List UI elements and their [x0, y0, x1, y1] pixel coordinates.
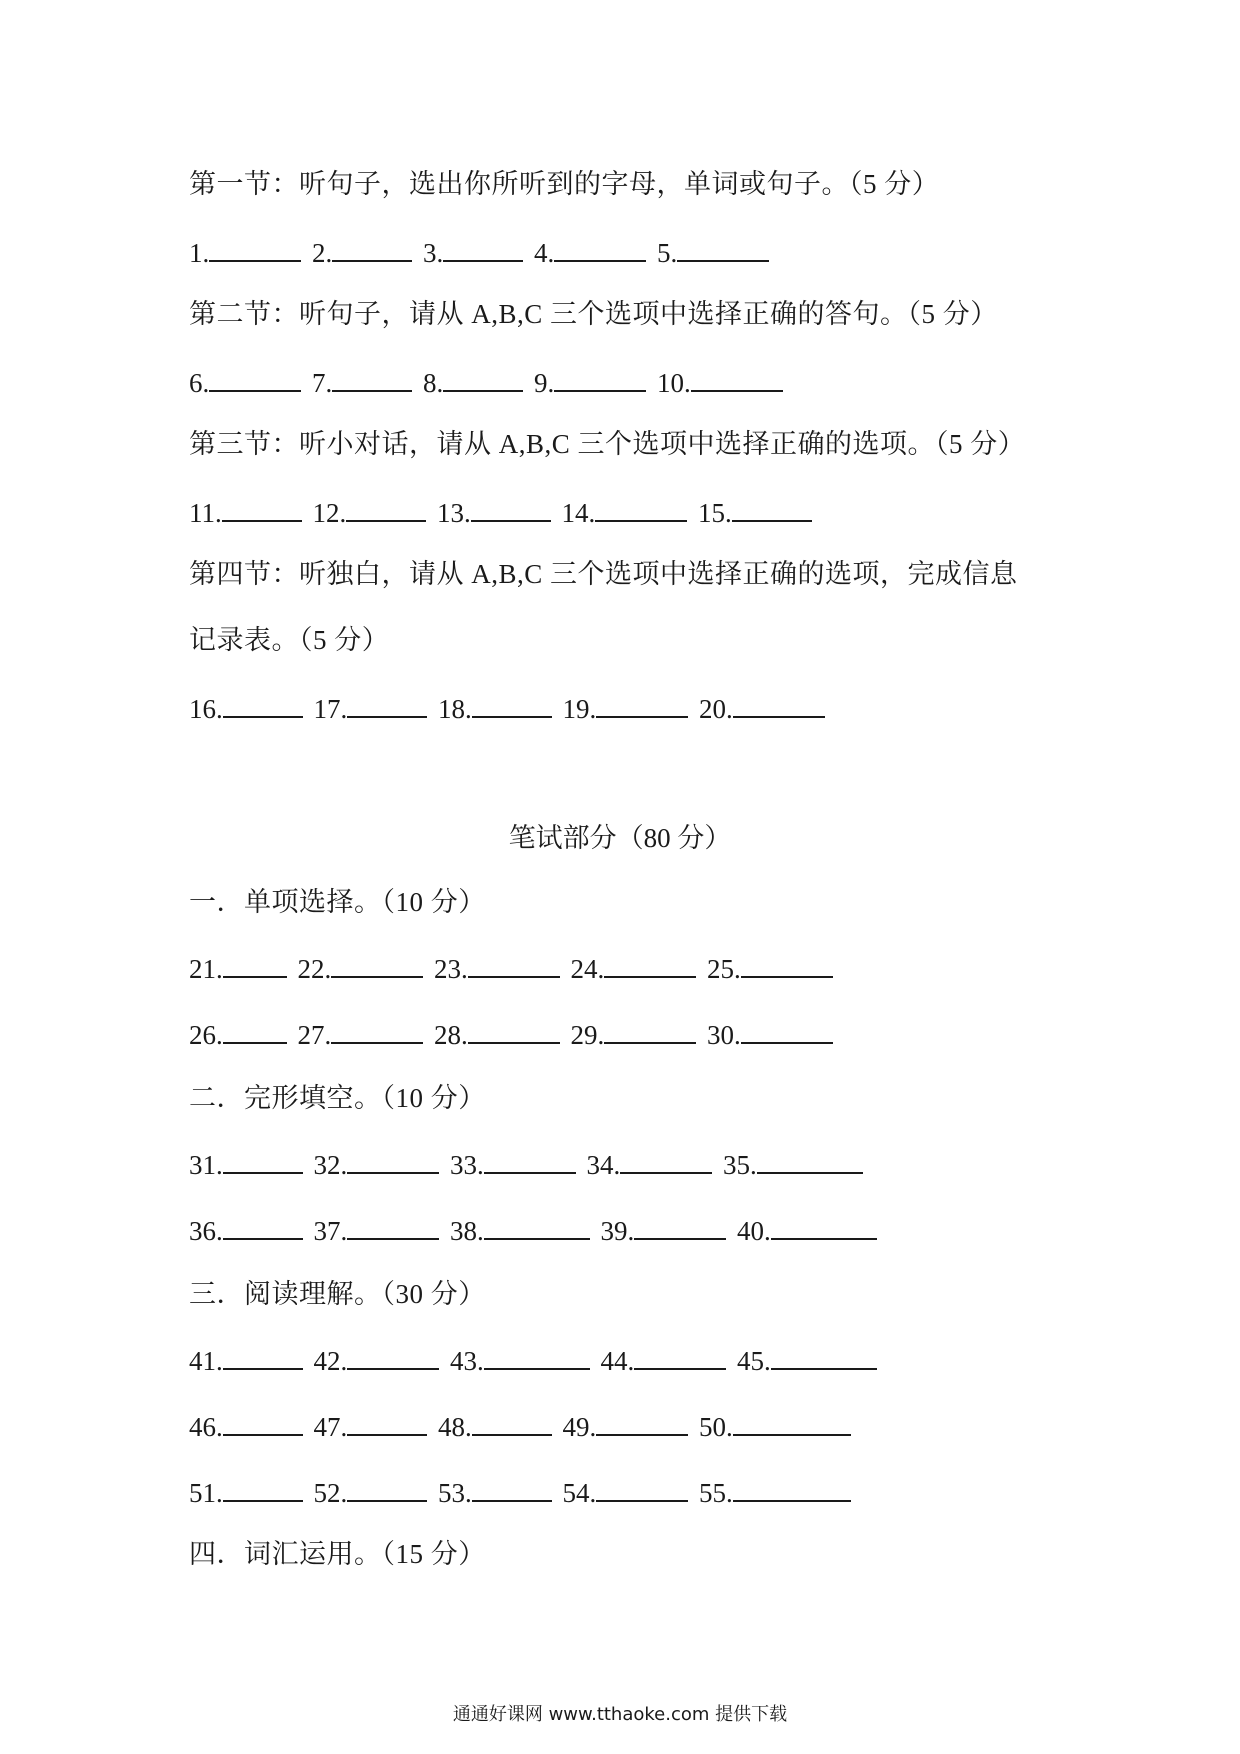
q25-blank[interactable]	[741, 952, 833, 978]
q36-label: 36.	[189, 1216, 223, 1246]
q13-label: 13.	[437, 498, 471, 528]
part2-heading: 二．完形填空。（10 分）	[189, 1083, 486, 1113]
q18-blank[interactable]	[472, 692, 552, 718]
q22-blank[interactable]	[331, 952, 423, 978]
q50-label: 50.	[699, 1412, 733, 1442]
q20-blank[interactable]	[733, 692, 825, 718]
q41-blank[interactable]	[223, 1344, 303, 1370]
q23-blank[interactable]	[468, 952, 560, 978]
q47-blank[interactable]	[347, 1410, 427, 1436]
q31-blank[interactable]	[223, 1148, 303, 1174]
q27-blank[interactable]	[331, 1018, 423, 1044]
q51-blank[interactable]	[223, 1476, 303, 1502]
q21-label: 21.	[189, 954, 223, 984]
q40-blank[interactable]	[771, 1214, 877, 1240]
part3-heading: 三．阅读理解。（30 分）	[189, 1279, 486, 1309]
q45-blank[interactable]	[771, 1344, 877, 1370]
q35-blank[interactable]	[757, 1148, 863, 1174]
q3-blank[interactable]	[443, 236, 523, 262]
written-section-title: 笔试部分（80 分）	[508, 823, 732, 853]
q26-blank[interactable]	[223, 1018, 287, 1044]
q20-label: 20.	[699, 694, 733, 724]
q19-blank[interactable]	[596, 692, 688, 718]
q46-label: 46.	[189, 1412, 223, 1442]
q47-label: 47.	[313, 1412, 348, 1442]
q43-blank[interactable]	[484, 1344, 590, 1370]
q15-label: 15.	[698, 498, 732, 528]
q16-label: 16.	[189, 694, 223, 724]
section3-heading: 第三节：听小对话，请从 A,B,C 三个选项中选择正确的选项。（5 分）	[189, 429, 1026, 459]
q16-blank[interactable]	[223, 692, 303, 718]
q42-label: 42.	[313, 1346, 348, 1376]
part4-heading: 四．词汇运用。（15 分）	[189, 1539, 486, 1569]
q48-label: 48.	[438, 1412, 472, 1442]
answer-row-31-35	[189, 1148, 867, 1181]
q4-label: 4.	[534, 238, 555, 268]
q33-label: 33.	[450, 1150, 484, 1180]
answer-row-36-40	[189, 1214, 881, 1247]
q30-blank[interactable]	[741, 1018, 833, 1044]
q36-blank[interactable]	[223, 1214, 303, 1240]
q29-blank[interactable]	[604, 1018, 696, 1044]
q6-blank[interactable]	[209, 366, 301, 392]
q2-label: 2.	[312, 238, 333, 268]
part1-heading: 一．单项选择。（10 分）	[189, 887, 486, 917]
q27-label: 27.	[297, 1020, 332, 1050]
q18-label: 18.	[438, 694, 472, 724]
q23-label: 23.	[434, 954, 468, 984]
q9-blank[interactable]	[554, 366, 646, 392]
q32-blank[interactable]	[347, 1148, 439, 1174]
q25-label: 25.	[707, 954, 741, 984]
q11-label: 11.	[189, 498, 222, 528]
q54-blank[interactable]	[596, 1476, 688, 1502]
answer-row-41-45	[189, 1344, 881, 1377]
section4-heading-line2: 记录表。（5 分）	[189, 625, 390, 655]
q9-label: 9.	[534, 368, 555, 398]
q24-label: 24.	[570, 954, 605, 984]
q8-label: 8.	[423, 368, 444, 398]
q52-blank[interactable]	[347, 1476, 427, 1502]
q1-blank[interactable]	[209, 236, 301, 262]
q44-label: 44.	[600, 1346, 635, 1376]
q12-label: 12.	[312, 498, 347, 528]
q4-blank[interactable]	[554, 236, 646, 262]
q54-label: 54.	[562, 1478, 597, 1508]
q43-label: 43.	[450, 1346, 484, 1376]
q53-label: 53.	[438, 1478, 472, 1508]
q53-blank[interactable]	[472, 1476, 552, 1502]
section2-heading: 第二节：听句子，请从 A,B,C 三个选项中选择正确的答句。（5 分）	[189, 299, 998, 329]
answer-row-51-55	[189, 1476, 855, 1509]
q14-blank[interactable]	[595, 496, 687, 522]
q7-blank[interactable]	[332, 366, 412, 392]
q12-blank[interactable]	[346, 496, 426, 522]
q15-blank[interactable]	[732, 496, 812, 522]
q41-label: 41.	[189, 1346, 223, 1376]
q19-label: 19.	[562, 694, 597, 724]
q28-label: 28.	[434, 1020, 468, 1050]
section4-heading-line1: 第四节：听独白，请从 A,B,C 三个选项中选择正确的选项，完成信息	[189, 559, 1018, 589]
q10-blank[interactable]	[691, 366, 783, 392]
q5-blank[interactable]	[677, 236, 769, 262]
q55-blank[interactable]	[733, 1476, 851, 1502]
answer-row-16-20	[189, 692, 829, 725]
q44-blank[interactable]	[634, 1344, 726, 1370]
q7-label: 7.	[312, 368, 333, 398]
q1-label: 1.	[189, 238, 210, 268]
q31-label: 31.	[189, 1150, 223, 1180]
q42-blank[interactable]	[347, 1344, 439, 1370]
q5-label: 5.	[657, 238, 678, 268]
answer-row-46-50	[189, 1410, 855, 1443]
q11-blank[interactable]	[222, 496, 302, 522]
q38-label: 38.	[450, 1216, 484, 1246]
q40-label: 40.	[737, 1216, 771, 1246]
footer-credit: 通通好课网 www.tthaoke.com 提供下载	[452, 1704, 788, 1725]
q38-blank[interactable]	[484, 1214, 590, 1240]
answer-row-6-10	[189, 366, 787, 399]
q6-label: 6.	[189, 368, 210, 398]
answer-row-11-15	[189, 496, 816, 529]
q51-label: 51.	[189, 1478, 223, 1508]
answer-row-1-5	[189, 236, 773, 269]
q50-blank[interactable]	[733, 1410, 851, 1436]
q35-label: 35.	[723, 1150, 757, 1180]
answer-row-26-30	[189, 1018, 837, 1051]
q26-label: 26.	[189, 1020, 223, 1050]
q37-label: 37.	[313, 1216, 348, 1246]
q21-blank[interactable]	[223, 952, 287, 978]
q49-blank[interactable]	[596, 1410, 688, 1436]
q2-blank[interactable]	[332, 236, 412, 262]
answer-row-21-25	[189, 952, 837, 985]
q46-blank[interactable]	[223, 1410, 303, 1436]
q29-label: 29.	[570, 1020, 605, 1050]
q22-label: 22.	[297, 954, 332, 984]
q39-blank[interactable]	[634, 1214, 726, 1240]
q28-blank[interactable]	[468, 1018, 560, 1044]
q49-label: 49.	[562, 1412, 597, 1442]
q45-label: 45.	[737, 1346, 771, 1376]
q8-blank[interactable]	[443, 366, 523, 392]
q33-blank[interactable]	[484, 1148, 576, 1174]
q52-label: 52.	[313, 1478, 348, 1508]
q32-label: 32.	[313, 1150, 348, 1180]
q34-blank[interactable]	[620, 1148, 712, 1174]
q48-blank[interactable]	[472, 1410, 552, 1436]
q30-label: 30.	[707, 1020, 741, 1050]
q24-blank[interactable]	[604, 952, 696, 978]
q17-label: 17.	[313, 694, 348, 724]
q55-label: 55.	[699, 1478, 733, 1508]
q3-label: 3.	[423, 238, 444, 268]
q14-label: 14.	[561, 498, 596, 528]
section1-heading: 第一节：听句子，选出你所听到的字母，单词或句子。（5 分）	[189, 169, 940, 199]
q13-blank[interactable]	[471, 496, 551, 522]
q34-label: 34.	[586, 1150, 621, 1180]
q37-blank[interactable]	[347, 1214, 439, 1240]
q39-label: 39.	[600, 1216, 635, 1246]
q10-label: 10.	[657, 368, 691, 398]
q17-blank[interactable]	[347, 692, 427, 718]
